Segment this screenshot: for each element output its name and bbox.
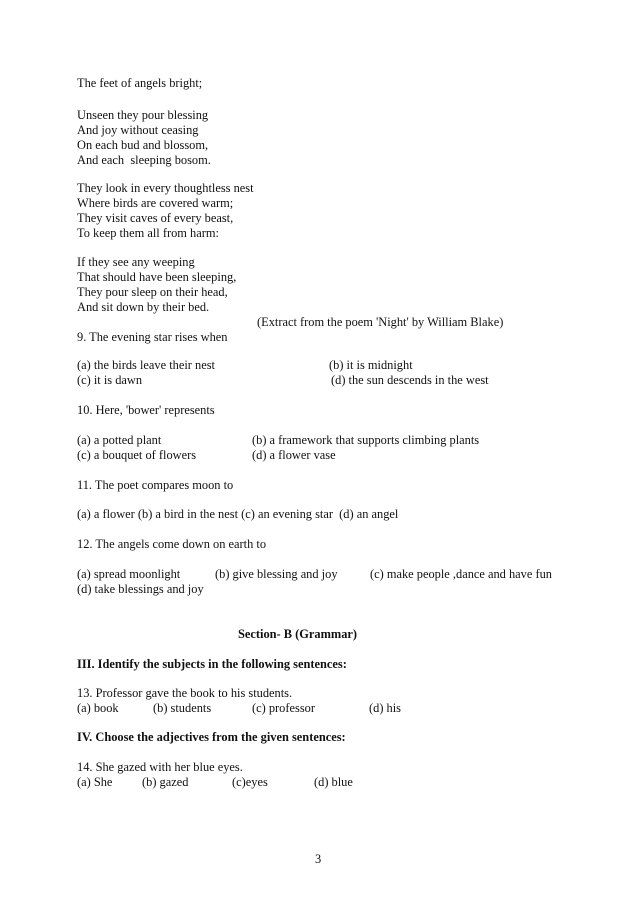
poem-line: Where birds are covered warm;	[77, 196, 234, 210]
part-4-title: IV. Choose the adjectives from the given sentences:	[77, 730, 346, 744]
option-b: (b) gazed	[142, 775, 189, 789]
poem-line: If they see any weeping	[77, 255, 195, 269]
option-d: (d) blue	[314, 775, 353, 789]
poem-line: That should have been sleeping,	[77, 270, 237, 284]
question-13: 13. Professor gave the book to his students.	[77, 686, 293, 700]
q11-options: (a) a flower (b) a bird in the nest (c) an evening star (d) an angel	[77, 507, 399, 521]
option-c: (c)eyes	[232, 775, 268, 789]
option-b: (b) students	[153, 701, 212, 715]
question-10: 10. Here, 'bower' represents	[77, 403, 215, 417]
option-d: (d) take blessings and joy	[77, 582, 204, 596]
poem-attribution: (Extract from the poem 'Night' by William Blake)	[257, 315, 504, 329]
option-d: (d) a flower vase	[252, 448, 336, 462]
option-a: (a) a potted plant	[77, 433, 162, 447]
option-d: (d) his	[369, 701, 402, 715]
option-c: (c) make people ,dance and have fun	[370, 567, 552, 581]
option-b: (b) a framework that supports climbing plants	[252, 433, 480, 447]
question-12: 12. The angels come down on earth to	[77, 537, 267, 551]
poem-line: On each bud and blossom,	[77, 138, 209, 152]
question-11: 11. The poet compares moon to	[77, 478, 234, 492]
q14-options	[77, 775, 353, 865]
poem-line: They pour sleep on their head,	[77, 285, 228, 299]
part-3-title: III. Identify the subjects in the following sentences:	[77, 657, 347, 671]
poem-line: And sit down by their bed.	[77, 300, 210, 314]
section-b-heading: Section- B (Grammar)	[238, 627, 358, 641]
question-9: 9. The evening star rises when	[77, 330, 228, 344]
option-a: (a) spread moonlight	[77, 567, 181, 581]
option-c: (c) a bouquet of flowers	[77, 448, 197, 462]
option-c: (c) it is dawn	[77, 373, 143, 387]
option-a: (a) She	[77, 775, 113, 789]
option-d: (d) the sun descends in the west	[331, 373, 489, 387]
option-b: (b) it is midnight	[329, 358, 413, 372]
poem-line: They visit caves of every beast,	[77, 211, 234, 225]
poem-line: And joy without ceasing	[77, 123, 199, 137]
question-14: 14. She gazed with her blue eyes.	[77, 760, 243, 774]
option-a: (a) the birds leave their nest	[77, 358, 215, 372]
option-a: (a) book	[77, 701, 119, 715]
page-number: 3	[315, 852, 322, 866]
poem-line: Unseen they pour blessing	[77, 108, 209, 122]
poem-line: To keep them all from harm:	[77, 226, 219, 240]
poem-line: The feet of angels bright;	[77, 76, 203, 90]
poem-line: And each sleeping bosom.	[77, 153, 211, 167]
option-b: (b) give blessing and joy	[215, 567, 338, 581]
option-c: (c) professor	[252, 701, 315, 715]
poem-line: They look in every thoughtless nest	[77, 181, 254, 195]
